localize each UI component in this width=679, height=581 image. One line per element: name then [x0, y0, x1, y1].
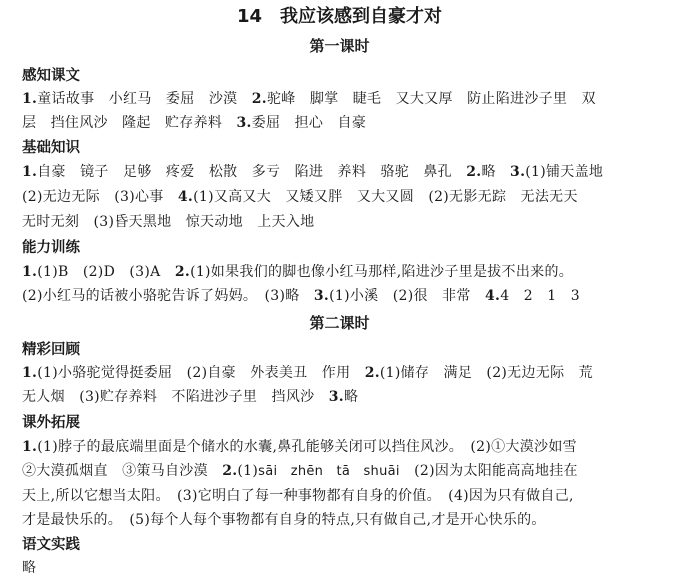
- answer-line: 无时无刻 (3)昏天黑地 惊天动地 上天入地: [22, 214, 315, 230]
- lesson-title: 我应该感到自豪才对: [280, 6, 443, 27]
- lesson-number: 14: [236, 6, 263, 27]
- answer-line: 层 挡住风沙 隆起 贮存养料 3.委屈 担心 自豪: [22, 115, 367, 131]
- answer-line: ②大漠孤烟直 ③策马自沙漠 2.(1)sāi zhēn tā shuāi (2)因为太阳能高高地挂在: [22, 463, 578, 479]
- pinyin-answer: sāi zhēn tā shuāi: [258, 464, 400, 479]
- section-yuwen: 语文实践: [22, 537, 80, 553]
- lesson-heading-1: 第一课时: [309, 37, 370, 55]
- page-title: [0, 4, 679, 30]
- section-jingcai: 精彩回顾: [22, 342, 80, 358]
- answer-line: (2)小红马的话被小骆驼告诉了妈妈。 (3)略 3.(1)小溪 (2)很 非常 4.4 2 1 3: [22, 288, 580, 304]
- section-nengli: 能力训练: [22, 240, 80, 256]
- answer-line: 1.(1)小骆驼觉得挺委屈 (2)自豪 外表美丑 作用 2.(1)储存 满足 (2)无边无际 荒: [22, 365, 593, 381]
- answer-line: 1.童话故事 小红马 委屈 沙漠 2.驼峰 脚掌 睫毛 又大又厚 防止陷进沙子里 双: [22, 91, 596, 107]
- answer-line: 1.(1)脖子的最底端里面是个储水的水囊,鼻孔能够关闭可以挡住风沙。 (2)①大漠沙如雪: [22, 439, 577, 455]
- answer-line: (2)无边无际 (3)心事 4.(1)又高又大 又矮又胖 又大又圆 (2)无影无踪 无法无天: [22, 189, 578, 205]
- section-jichu: 基础知识: [22, 140, 80, 156]
- answer-line: 1.(1)B (2)D (3)A 2.(1)如果我们的脚也像小红马那样,陷进沙子里是拔不出来的。: [22, 264, 574, 280]
- answer-line: 略: [22, 560, 37, 576]
- answer-line: 1.自豪 镜子 足够 疼爱 松散 多亏 陷进 养料 骆驼 鼻孔 2.略 3.(1)铺天盖地: [22, 164, 604, 180]
- answer-line: 才是最快乐的。 (5)每个人每个事物都有自身的特点,只有做自己,才是开心快乐的。: [22, 512, 546, 528]
- answer-line: 无人烟 (3)贮存养料 不陷进沙子里 挡风沙 3.略: [22, 389, 359, 405]
- section-ganzhi: 感知课文: [22, 68, 80, 84]
- lesson-heading-2: 第二课时: [309, 314, 370, 332]
- answer-line: 天上,所以它想当太阳。 (3)它明白了每一种事物都有自身的价值。 (4)因为只有做自己,: [22, 488, 574, 504]
- section-kewai: 课外拓展: [22, 415, 80, 431]
